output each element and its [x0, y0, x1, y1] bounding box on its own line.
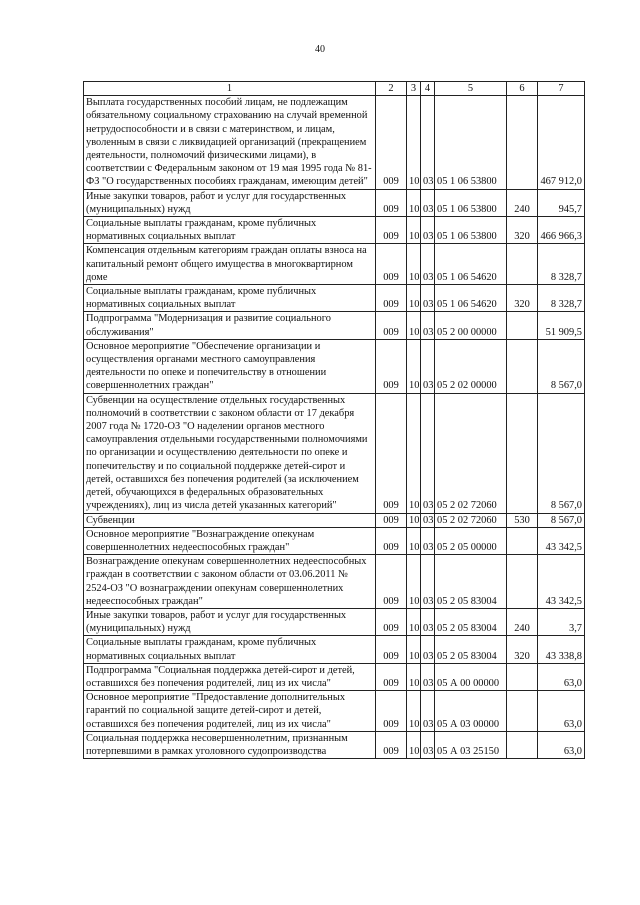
header-cell: 3 [407, 82, 421, 96]
amount-cell: 43 342,5 [538, 527, 585, 554]
ministry-code-cell: 009 [376, 339, 407, 393]
subsection-cell: 03 [421, 636, 435, 663]
header-cell: 7 [538, 82, 585, 96]
target-article-cell: 05 1 06 53800 [435, 217, 507, 244]
ministry-code-cell: 009 [376, 393, 407, 513]
table-header-row [84, 82, 585, 96]
subsection-cell: 03 [421, 608, 435, 635]
amount-cell: 8 328,7 [538, 285, 585, 312]
target-article-cell: 05 2 02 00000 [435, 339, 507, 393]
ministry-code-cell: 009 [376, 189, 407, 216]
target-article-cell: 05 2 05 83004 [435, 555, 507, 609]
header-cell: 2 [376, 82, 407, 96]
row-name-cell: Социальная поддержка несовершеннолетним, признанным потерпевшими в рамках уголовного судопроизводства [84, 731, 376, 758]
section-cell: 10 [407, 527, 421, 554]
table-row [84, 513, 585, 527]
amount-cell: 43 338,8 [538, 636, 585, 663]
target-article-cell: 05 2 05 00000 [435, 527, 507, 554]
amount-cell: 43 342,5 [538, 555, 585, 609]
expense-type-cell [507, 339, 538, 393]
target-article-cell: 05 А 03 25150 [435, 731, 507, 758]
ministry-code-cell: 009 [376, 312, 407, 339]
subsection-cell: 03 [421, 217, 435, 244]
row-name-cell: Субвенции [84, 513, 376, 527]
subsection-cell: 03 [421, 513, 435, 527]
budget-table [83, 81, 585, 759]
row-name-cell: Социальные выплаты гражданам, кроме публичных нормативных социальных выплат [84, 636, 376, 663]
header-cell: 5 [435, 82, 507, 96]
amount-cell: 467 912,0 [538, 96, 585, 189]
row-name-cell: Социальные выплаты гражданам, кроме публичных нормативных социальных выплат [84, 217, 376, 244]
ministry-code-cell: 009 [376, 608, 407, 635]
amount-cell: 63,0 [538, 691, 585, 732]
row-name-cell: Компенсация отдельным категориям граждан оплаты взноса на капитальный ремонт общего имущества в многоквартирном доме [84, 244, 376, 285]
expense-type-cell: 320 [507, 636, 538, 663]
subsection-cell: 03 [421, 663, 435, 690]
header-cell: 4 [421, 82, 435, 96]
table-row [84, 731, 585, 758]
section-cell: 10 [407, 663, 421, 690]
row-name-cell: Выплата государственных пособий лицам, не подлежащим обязательному социальному страхованию на случай временной нетрудоспособности и в связи с материнством, и лицам, уволенным в связи с ликвидацией организаций (прекращением деятельности, полномочий физическими лицами), в соответствии с Федеральным законом от 19 мая 1995 года № 81-ФЗ "О государственных пособиях гражданам, имеющим детей" [84, 96, 376, 189]
ministry-code-cell: 009 [376, 731, 407, 758]
expense-type-cell [507, 527, 538, 554]
subsection-cell: 03 [421, 731, 435, 758]
section-cell: 10 [407, 285, 421, 312]
ministry-code-cell: 009 [376, 513, 407, 527]
target-article-cell: 05 2 05 83004 [435, 636, 507, 663]
target-article-cell: 05 1 06 53800 [435, 96, 507, 189]
table-row [84, 608, 585, 635]
header-cell: 1 [84, 82, 376, 96]
amount-cell: 8 567,0 [538, 513, 585, 527]
subsection-cell: 03 [421, 339, 435, 393]
amount-cell: 8 567,0 [538, 339, 585, 393]
section-cell: 10 [407, 555, 421, 609]
section-cell: 10 [407, 217, 421, 244]
subsection-cell: 03 [421, 555, 435, 609]
expense-type-cell [507, 555, 538, 609]
subsection-cell: 03 [421, 96, 435, 189]
ministry-code-cell: 009 [376, 527, 407, 554]
table-row [84, 663, 585, 690]
expense-type-cell [507, 96, 538, 189]
target-article-cell: 05 А 03 00000 [435, 691, 507, 732]
row-name-cell: Иные закупки товаров, работ и услуг для государственных (муниципальных) нужд [84, 608, 376, 635]
table-row [84, 393, 585, 513]
table-row [84, 285, 585, 312]
section-cell: 10 [407, 339, 421, 393]
ministry-code-cell: 009 [376, 663, 407, 690]
expense-type-cell [507, 691, 538, 732]
expense-type-cell: 530 [507, 513, 538, 527]
row-name-cell: Социальные выплаты гражданам, кроме публичных нормативных социальных выплат [84, 285, 376, 312]
ministry-code-cell: 009 [376, 244, 407, 285]
target-article-cell: 05 2 00 00000 [435, 312, 507, 339]
row-name-cell: Иные закупки товаров, работ и услуг для государственных (муниципальных) нужд [84, 189, 376, 216]
header-cell: 6 [507, 82, 538, 96]
table-row [84, 636, 585, 663]
row-name-cell: Вознаграждение опекунам совершеннолетних недееспособных граждан в соответствии с законом области от 03.06.2011 № 2524-ОЗ "О вознаграждении опекунам совершеннолетних недееспособных граждан" [84, 555, 376, 609]
expense-type-cell: 240 [507, 189, 538, 216]
table-row [84, 217, 585, 244]
expense-type-cell [507, 393, 538, 513]
section-cell: 10 [407, 513, 421, 527]
table-row [84, 527, 585, 554]
expense-type-cell: 320 [507, 285, 538, 312]
row-name-cell: Основное мероприятие "Вознаграждение опекунам совершеннолетних недееспособных граждан" [84, 527, 376, 554]
subsection-cell: 03 [421, 527, 435, 554]
table-row [84, 312, 585, 339]
target-article-cell: 05 2 02 72060 [435, 393, 507, 513]
ministry-code-cell: 009 [376, 691, 407, 732]
section-cell: 10 [407, 691, 421, 732]
expense-type-cell: 240 [507, 608, 538, 635]
section-cell: 10 [407, 608, 421, 635]
subsection-cell: 03 [421, 312, 435, 339]
amount-cell: 8 328,7 [538, 244, 585, 285]
row-name-cell: Основное мероприятие "Предоставление дополнительных гарантий по социальной защите детей-сирот и детей, оставшихся без попечения родителей, лиц из их числа" [84, 691, 376, 732]
target-article-cell: 05 1 06 54620 [435, 244, 507, 285]
amount-cell: 63,0 [538, 663, 585, 690]
ministry-code-cell: 009 [376, 555, 407, 609]
expense-type-cell [507, 312, 538, 339]
row-name-cell: Основное мероприятие "Обеспечение организации и осуществления органами местного самоуправления деятельности по опеке и попечительству в отношении совершеннолетних граждан" [84, 339, 376, 393]
section-cell: 10 [407, 731, 421, 758]
table-row [84, 96, 585, 189]
ministry-code-cell: 009 [376, 285, 407, 312]
section-cell: 10 [407, 244, 421, 285]
table-row [84, 555, 585, 609]
section-cell: 10 [407, 96, 421, 189]
subsection-cell: 03 [421, 285, 435, 312]
expense-type-cell: 320 [507, 217, 538, 244]
amount-cell: 3,7 [538, 608, 585, 635]
amount-cell: 945,7 [538, 189, 585, 216]
subsection-cell: 03 [421, 189, 435, 216]
row-name-cell: Подпрограмма "Модернизация и развитие социального обслуживания" [84, 312, 376, 339]
target-article-cell: 05 2 02 72060 [435, 513, 507, 527]
section-cell: 10 [407, 393, 421, 513]
ministry-code-cell: 009 [376, 96, 407, 189]
subsection-cell: 03 [421, 393, 435, 513]
table-row [84, 189, 585, 216]
subsection-cell: 03 [421, 244, 435, 285]
table-row [84, 691, 585, 732]
row-name-cell: Субвенции на осуществление отдельных государственных полномочий в соответствии с законом области от 17 декабря 2007 года № 1720-ОЗ "О наделении органов местного самоуправления отдельными государственными полномочиями по организации и осуществлению деятельности по опеке и попечительству и по социальной поддержке детей-сирот и детей, оставшихся без попечения родителей (за исключением детей, обучающихся в федеральных образовательных учреждениях), лиц из числа детей указанных категорий" [84, 393, 376, 513]
page-number: 40 [315, 44, 325, 55]
section-cell: 10 [407, 636, 421, 663]
amount-cell: 466 966,3 [538, 217, 585, 244]
amount-cell: 51 909,5 [538, 312, 585, 339]
section-cell: 10 [407, 312, 421, 339]
expense-type-cell [507, 663, 538, 690]
amount-cell: 8 567,0 [538, 393, 585, 513]
subsection-cell: 03 [421, 691, 435, 732]
target-article-cell: 05 А 00 00000 [435, 663, 507, 690]
ministry-code-cell: 009 [376, 636, 407, 663]
target-article-cell: 05 1 06 54620 [435, 285, 507, 312]
row-name-cell: Подпрограмма "Социальная поддержка детей-сирот и детей, оставшихся без попечения родителей, лиц из их числа" [84, 663, 376, 690]
section-cell: 10 [407, 189, 421, 216]
expense-type-cell [507, 244, 538, 285]
table-row [84, 244, 585, 285]
amount-cell: 63,0 [538, 731, 585, 758]
table-row [84, 339, 585, 393]
target-article-cell: 05 2 05 83004 [435, 608, 507, 635]
target-article-cell: 05 1 06 53800 [435, 189, 507, 216]
expense-type-cell [507, 731, 538, 758]
ministry-code-cell: 009 [376, 217, 407, 244]
